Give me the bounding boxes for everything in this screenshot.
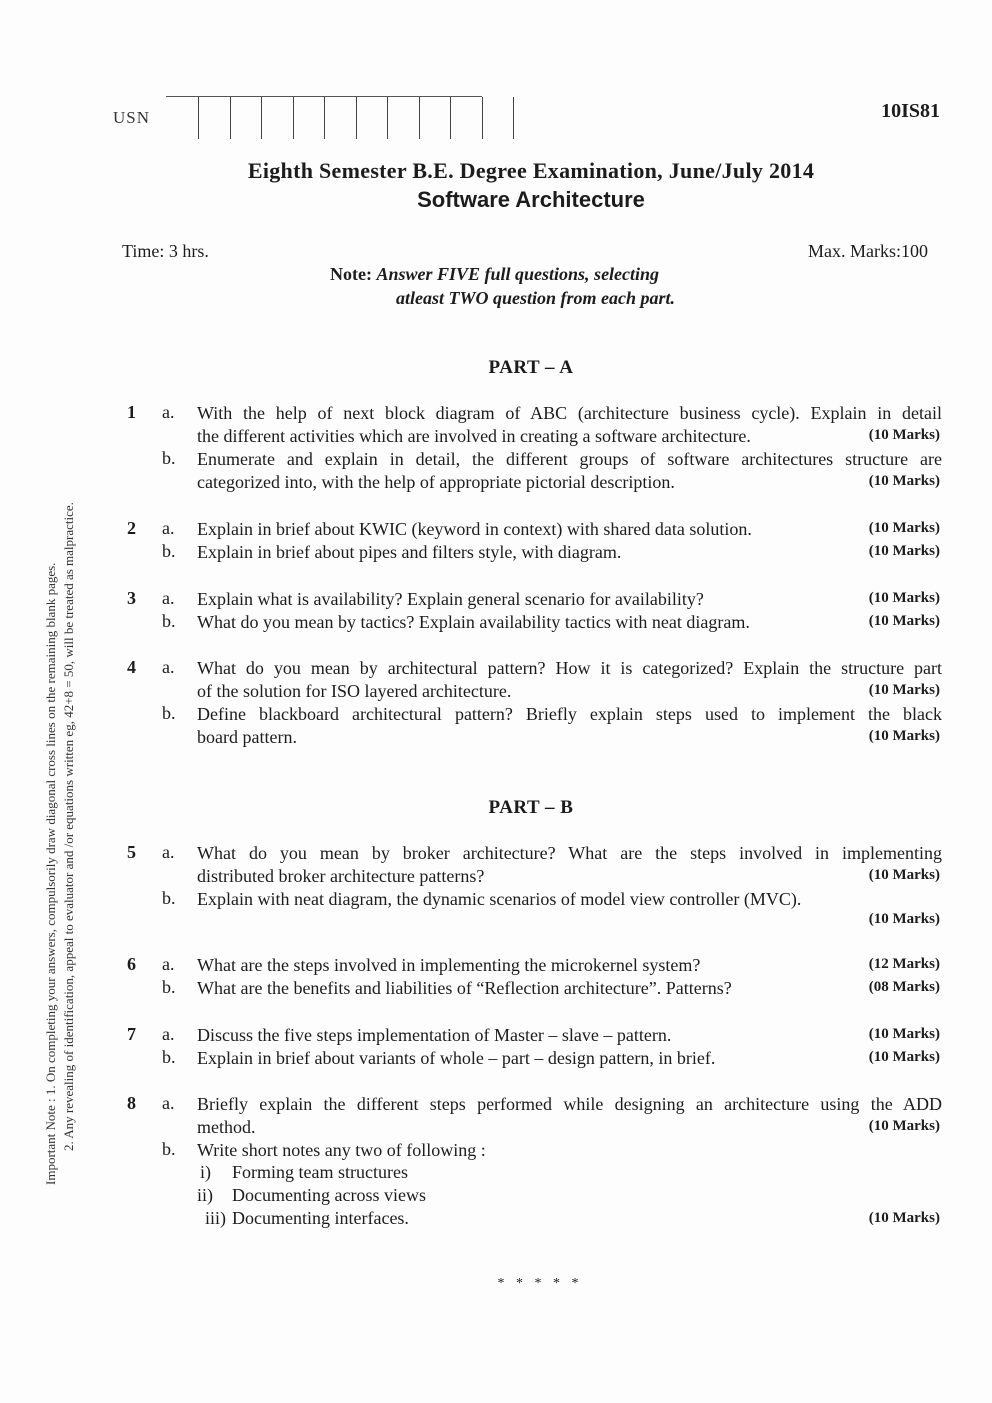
question-text-line: What do you mean by tactics? Explain availability tactics with neat diagram. (197, 612, 750, 632)
exam-title: Eighth Semester B.E. Degree Examination, June/July 2014 (247, 158, 815, 183)
sub-question-label: a. (162, 1093, 175, 1113)
question-text-line: What do you mean by broker architecture? What are the steps involved in implementing (197, 843, 942, 863)
sub-question-label: a. (162, 402, 175, 422)
max-marks: Max. Marks:100 (808, 241, 928, 261)
sub-question-label: a. (162, 842, 175, 862)
marks-label: (10 Marks) (868, 543, 940, 559)
question-number: 6 (127, 954, 136, 974)
sub-question-label: a. (162, 657, 175, 677)
note-line2: atleast TWO question from each part. (396, 288, 676, 308)
sub-question-label: b. (162, 1047, 176, 1067)
usn-cell-divider (356, 97, 357, 139)
question-number: 1 (127, 402, 136, 422)
usn-cell-divider (324, 97, 325, 139)
marks-label: (10 Marks) (868, 682, 940, 698)
question-number: 7 (127, 1024, 136, 1044)
question-text-line: of the solution for ISO layered architecture. (197, 681, 512, 701)
sub-item-text: Documenting interfaces. (232, 1208, 409, 1228)
question-text-line: Explain in brief about KWIC (keyword in context) with shared data solution. (197, 519, 752, 539)
question-text-line: categorized into, with the help of appropriate pictorial description. (197, 472, 675, 492)
marks-label: (10 Marks) (868, 1026, 940, 1042)
marks-label: (10 Marks) (868, 590, 940, 606)
sub-question-label: a. (162, 954, 175, 974)
usn-cell-divider (482, 97, 483, 139)
side-note-line2: 2. Any revealing of identification, appeal to evaluator and /or equations written eg, 42+8 = 50, will be treated as malpractice. (61, 502, 76, 1151)
side-note-line1: Important Note : 1. On completing your answers, compulsorily draw diagonal cross lines on the remaining blank pages. (43, 562, 58, 1185)
roman-numeral: ii) (197, 1185, 213, 1205)
sub-question-label: b. (162, 448, 176, 468)
sub-question-label: a. (162, 1024, 175, 1044)
question-text-line: Explain what is availability? Explain general scenario for availability? (197, 589, 704, 609)
question-text-line: Explain with neat diagram, the dynamic scenarios of model view controller (MVC). (197, 889, 802, 909)
marks-label: (10 Marks) (868, 613, 940, 629)
question-text-line: Define blackboard architectural pattern? Briefly explain steps used to implement the black (197, 704, 942, 724)
exam-time: Time: 3 hrs. (122, 241, 209, 261)
question-number: 4 (127, 657, 136, 677)
question-text-line: board pattern. (197, 727, 297, 747)
part-heading: PART – A (488, 357, 574, 378)
question-text-line: Write short notes any two of following : (197, 1140, 486, 1160)
sub-question-label: b. (162, 541, 176, 561)
question-number: 8 (127, 1093, 136, 1113)
question-text-line: distributed broker architecture patterns? (197, 866, 485, 886)
usn-cell-divider (419, 97, 420, 139)
subject-title: Software Architecture (417, 187, 645, 212)
question-text-line: Briefly explain the different steps performed while designing an architecture using the ADD (197, 1094, 942, 1114)
sub-question-label: b. (162, 977, 176, 997)
roman-numeral: i) (200, 1162, 211, 1182)
part-heading: PART – B (488, 797, 574, 818)
marks-label: (10 Marks) (868, 1210, 940, 1226)
marks-label: (10 Marks) (868, 520, 940, 536)
sub-question-label: b. (162, 888, 176, 908)
question-text-line: Explain in brief about variants of whole – part – design pattern, in brief. (197, 1048, 716, 1068)
sub-question-label: b. (162, 1139, 176, 1159)
note-line1: Answer FIVE full questions, selecting (376, 264, 660, 284)
sub-question-label: b. (162, 611, 176, 631)
marks-label: (10 Marks) (868, 427, 940, 443)
marks-label: (10 Marks) (868, 728, 940, 744)
marks-label: (10 Marks) (868, 473, 940, 489)
sub-item-text: Documenting across views (232, 1185, 426, 1205)
usn-label: USN (113, 108, 151, 127)
marks-label: (12 Marks) (868, 956, 940, 972)
usn-cell-divider (230, 97, 231, 139)
question-text-line: What are the steps involved in implementing the microkernel system? (197, 955, 701, 975)
roman-numeral: iii) (205, 1208, 226, 1228)
question-text-line: the different activities which are involved in creating a software architecture. (197, 426, 751, 446)
sub-question-label: a. (162, 588, 175, 608)
sub-question-label: b. (162, 703, 176, 723)
question-text-line: With the help of next block diagram of ABC (architecture business cycle). Explain in detail (197, 403, 942, 423)
subject-code: 10IS81 (881, 100, 940, 122)
question-text-line: What do you mean by architectural pattern? How it is categorized? Explain the structure part (197, 658, 942, 678)
usn-cell-divider (387, 97, 388, 139)
usn-cell-divider (198, 97, 199, 139)
marks-label: (10 Marks) (868, 1118, 940, 1134)
usn-cell-divider (293, 97, 294, 139)
side-note (42, 265, 78, 1185)
question-number: 2 (127, 518, 136, 538)
end-marker: * * * * * (497, 1276, 583, 1291)
usn-box (166, 96, 482, 139)
marks-label: (10 Marks) (868, 911, 940, 927)
marks-label: (08 Marks) (868, 979, 940, 995)
marks-label: (10 Marks) (868, 1049, 940, 1065)
sub-item-text: Forming team structures (232, 1162, 408, 1182)
usn-cell-divider (261, 97, 262, 139)
question-text-line: Discuss the five steps implementation of Master – slave – pattern. (197, 1025, 672, 1045)
usn-cell-divider (513, 97, 514, 139)
usn-cell-divider (450, 97, 451, 139)
question-text-line: Enumerate and explain in detail, the different groups of software architectures structure are (197, 449, 942, 469)
note-label: Note: (330, 264, 372, 284)
question-text-line: Explain in brief about pipes and filters style, with diagram. (197, 542, 622, 562)
question-text-line: What are the benefits and liabilities of “Reflection architecture”. Patterns? (197, 978, 732, 998)
sub-question-label: a. (162, 518, 175, 538)
question-number: 5 (127, 842, 136, 862)
marks-label: (10 Marks) (868, 867, 940, 883)
question-text-line: method. (197, 1117, 256, 1137)
question-number: 3 (127, 588, 136, 608)
instructions-note (330, 264, 659, 285)
